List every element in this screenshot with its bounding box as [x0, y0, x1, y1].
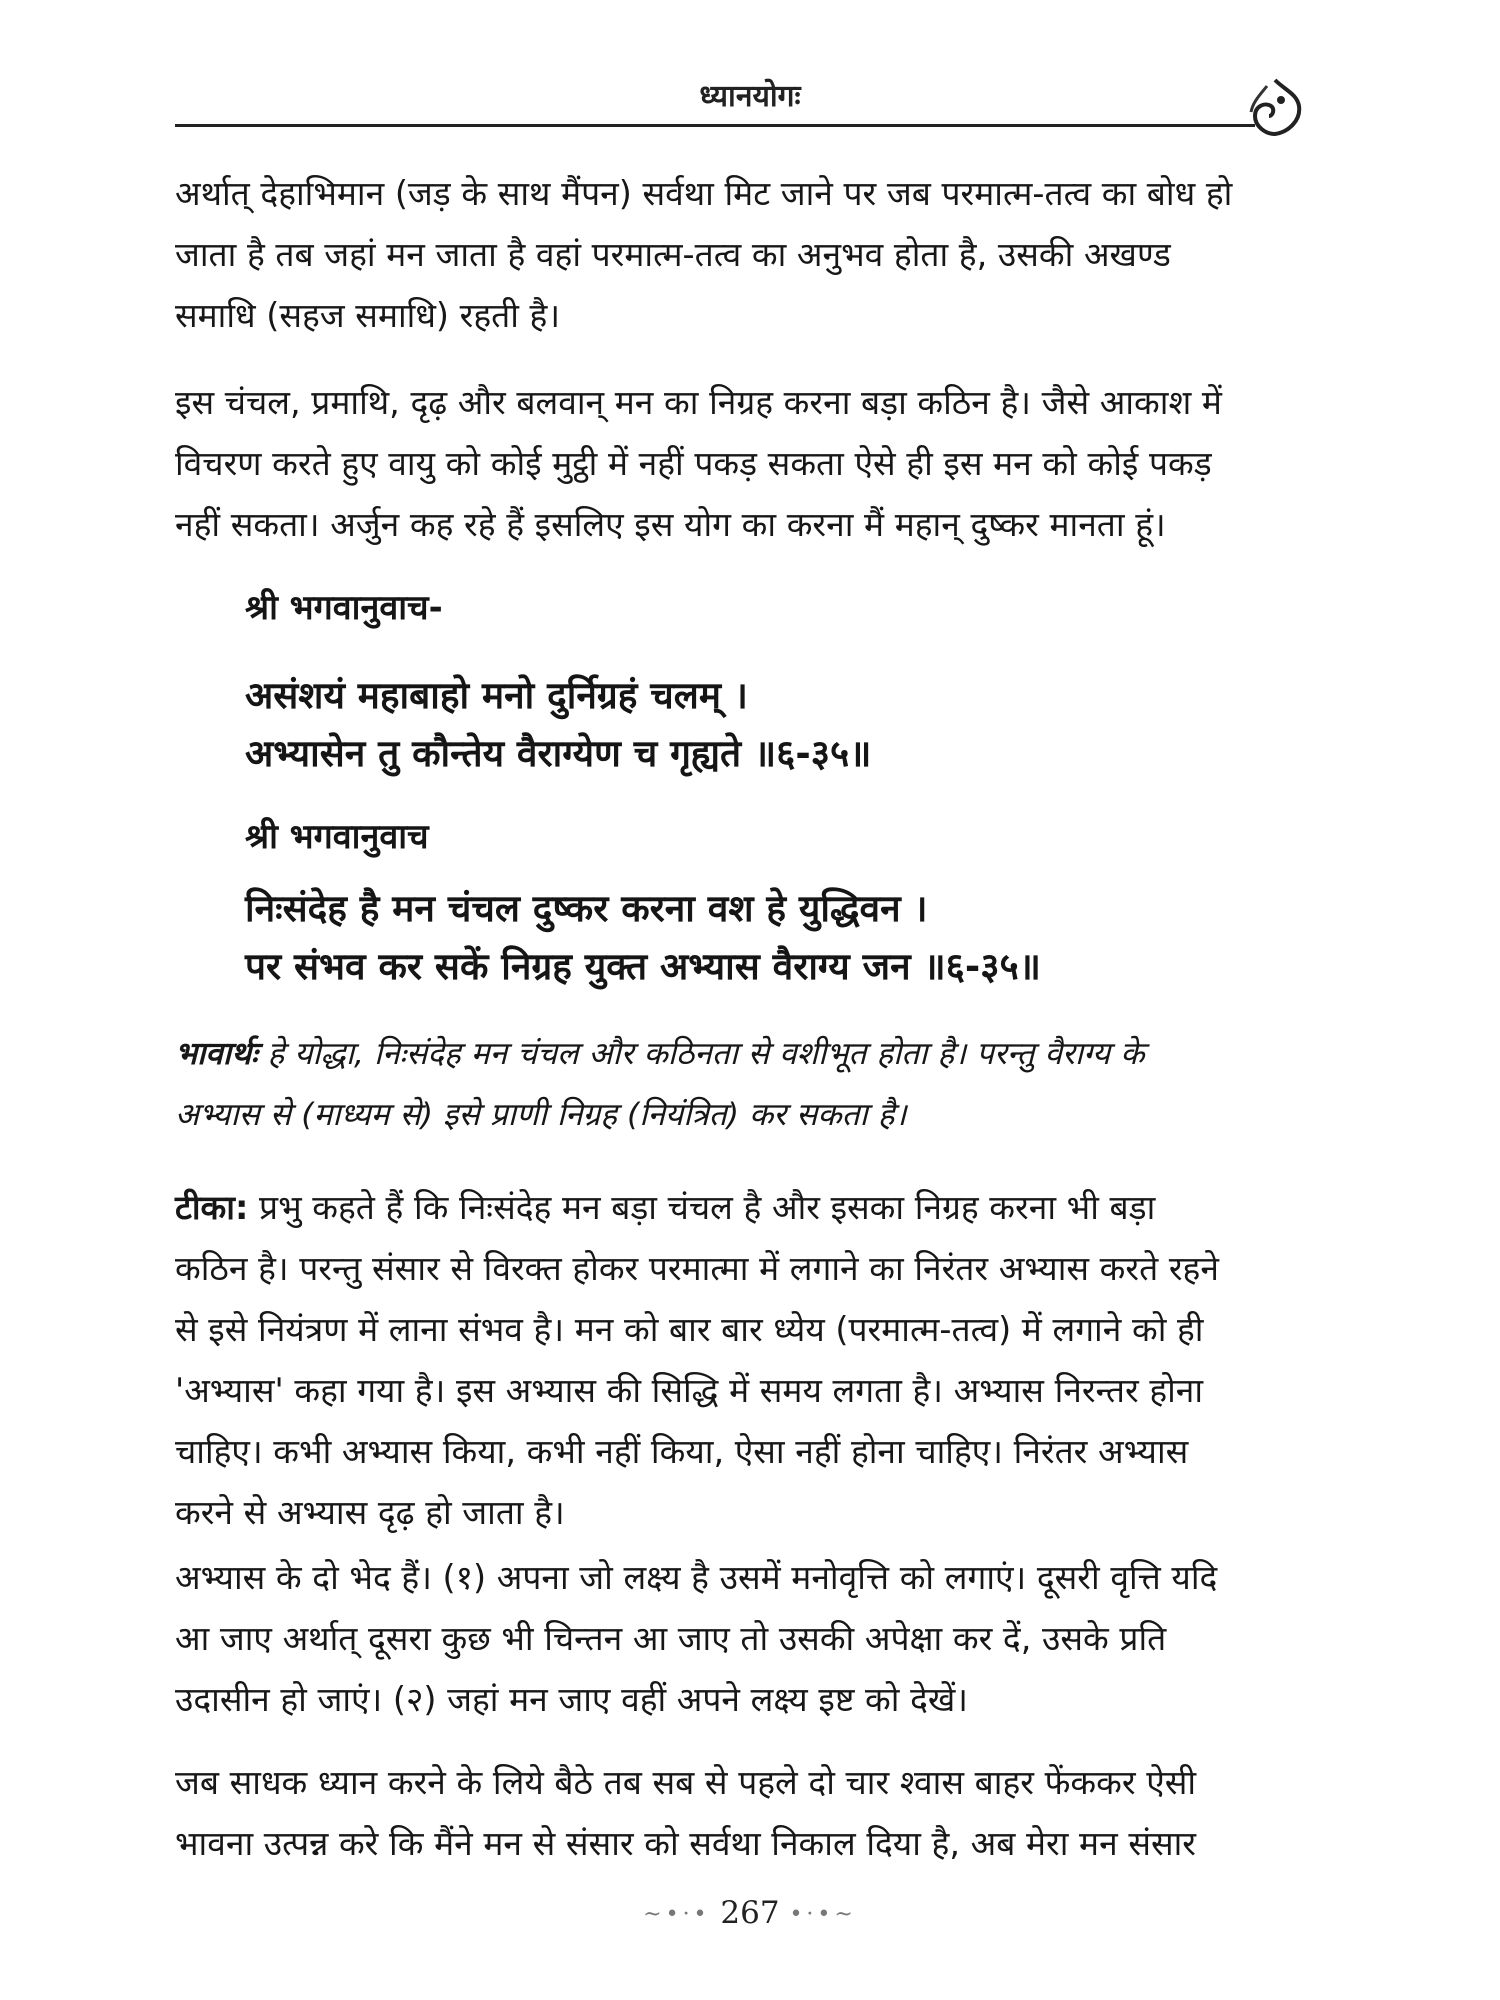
paragraph-line: जाता है तब जहां मन जाता है वहां परमात्म-तत्व का अनुभव होता है, उसकी अखण्ड [175, 235, 1171, 274]
hindi-verse [245, 880, 1245, 996]
paragraph-line: समाधि (सहज समाधि) रहती है। [175, 296, 561, 335]
footer-ornament-right-icon: •·•~ [789, 1902, 857, 1927]
verse-line: पर संभव कर सकें निग्रह युक्त अभ्यास वैराग्य जन ॥६-३५॥ [245, 945, 1041, 988]
tika-line: 'अभ्यास' कहा गया है। इस अभ्यास की सिद्धि में समय लगता है। अभ्यास निरन्तर होना [175, 1371, 1204, 1410]
bhavarth-paragraph [175, 1024, 1325, 1146]
page-footer [0, 1895, 1500, 1931]
bhavarth-line [175, 1024, 1325, 1085]
tika-line [175, 1177, 1325, 1238]
bhavarth-text: हे योद्धा, निःसंदेह मन चंचल और कठिनता से वशीभूत होता है। परन्तु वैराग्य के [267, 1036, 1145, 1072]
paragraph-line: अर्थात् देहाभिमान (जड़ के साथ मैंपन) सर्वथा मिट जाने पर जब परमात्म-तत्व का बोध हो [175, 174, 1233, 213]
verse-line: निःसंदेह है मन चंचल दुष्कर करना वश हे युद्धिवन । [245, 887, 928, 930]
paragraph-sadhak [175, 1752, 1325, 1874]
hindi-verse-heading: श्री भगवानुवाच [245, 817, 429, 857]
paragraph-dehabhiman [175, 163, 1325, 346]
footer-ornament-left-icon: ~•·• [643, 1902, 711, 1927]
verse-line: असंशयं महाबाहो मनो दुर्निग्रहं चलम् । [245, 674, 748, 717]
tika-line: चाहिए। कभी अभ्यास किया, कभी नहीं किया, ऐसा नहीं होना चाहिए। निरंतर अभ्यास [175, 1432, 1189, 1471]
tika-text: प्रभु कहते हैं कि निःसंदेह मन बड़ा चंचल है और इसका निग्रह करना भी बड़ा [259, 1188, 1156, 1227]
paragraph-line: भावना उत्पन्न करे कि मैंने मन से संसार को सर्वथा निकाल दिया है, अब मेरा मन संसार [175, 1824, 1197, 1863]
paragraph-line: अभ्यास के दो भेद हैं। (१) अपना जो लक्ष्य है उसमें मनोवृत्ति को लगाएं। दूसरी वृत्ति यदि [175, 1558, 1218, 1597]
header-rule [175, 124, 1255, 127]
running-header-title: ध्यानयोगः [699, 79, 801, 114]
paragraph-line: उदासीन हो जाएं। (२) जहां मन जाए वहीं अपने लक्ष्य इष्ट को देखें। [175, 1680, 968, 1719]
page-number: 267 [720, 1895, 780, 1931]
verse-line: अभ्यासेन तु कौन्तेय वैराग्येण च गृह्यते ॥६-३५॥ [245, 732, 872, 775]
ornament-icon [1245, 76, 1305, 138]
paragraph-line: जब साधक ध्यान करने के लिये बैठे तब सब से पहले दो चार श्वास बाहर फेंककर ऐसी [175, 1763, 1197, 1802]
paragraph-line: नहीं सकता। अर्जुन कह रहे हैं इसलिए इस योग का करना मैं महान् दुष्कर मानता हूं। [175, 505, 1166, 544]
sanskrit-verse [245, 667, 1245, 783]
tika-label: टीका: [175, 1188, 249, 1227]
paragraph-line: आ जाए अर्थात् दूसरा कुछ भी चिन्तन आ जाए तो उसकी अपेक्षा कर दें, उसके प्रति [175, 1619, 1167, 1658]
sanskrit-verse-heading: श्री भगवानुवाच- [245, 588, 443, 628]
bhavarth-line: अभ्यास से (माध्यम से) इसे प्राणी निग्रह (नियंत्रित) कर सकता है। [175, 1097, 907, 1133]
bhavarth-label: भावार्थः [175, 1036, 258, 1072]
paragraph-line: इस चंचल, प्रमाथि, दृढ़ और बलवान् मन का निग्रह करना बड़ा कठिन है। जैसे आकाश में [175, 383, 1222, 422]
tika-paragraph [175, 1177, 1325, 1543]
tika-line: से इसे नियंत्रण में लाना संभव है। मन को बार बार ध्येय (परमात्म-तत्व) में लगाने को ही [175, 1310, 1204, 1349]
paragraph-chanchal-man [175, 372, 1325, 555]
paragraph-line: विचरण करते हुए वायु को कोई मुट्ठी में नहीं पकड़ सकता ऐसे ही इस मन को कोई पकड़ [175, 444, 1212, 483]
tika-line: करने से अभ्यास दृढ़ हो जाता है। [175, 1493, 565, 1532]
tika-line: कठिन है। परन्तु संसार से विरक्त होकर परमात्मा में लगाने का निरंतर अभ्यास करते रहने [175, 1249, 1219, 1288]
paragraph-abhyas-bhed [175, 1547, 1325, 1730]
